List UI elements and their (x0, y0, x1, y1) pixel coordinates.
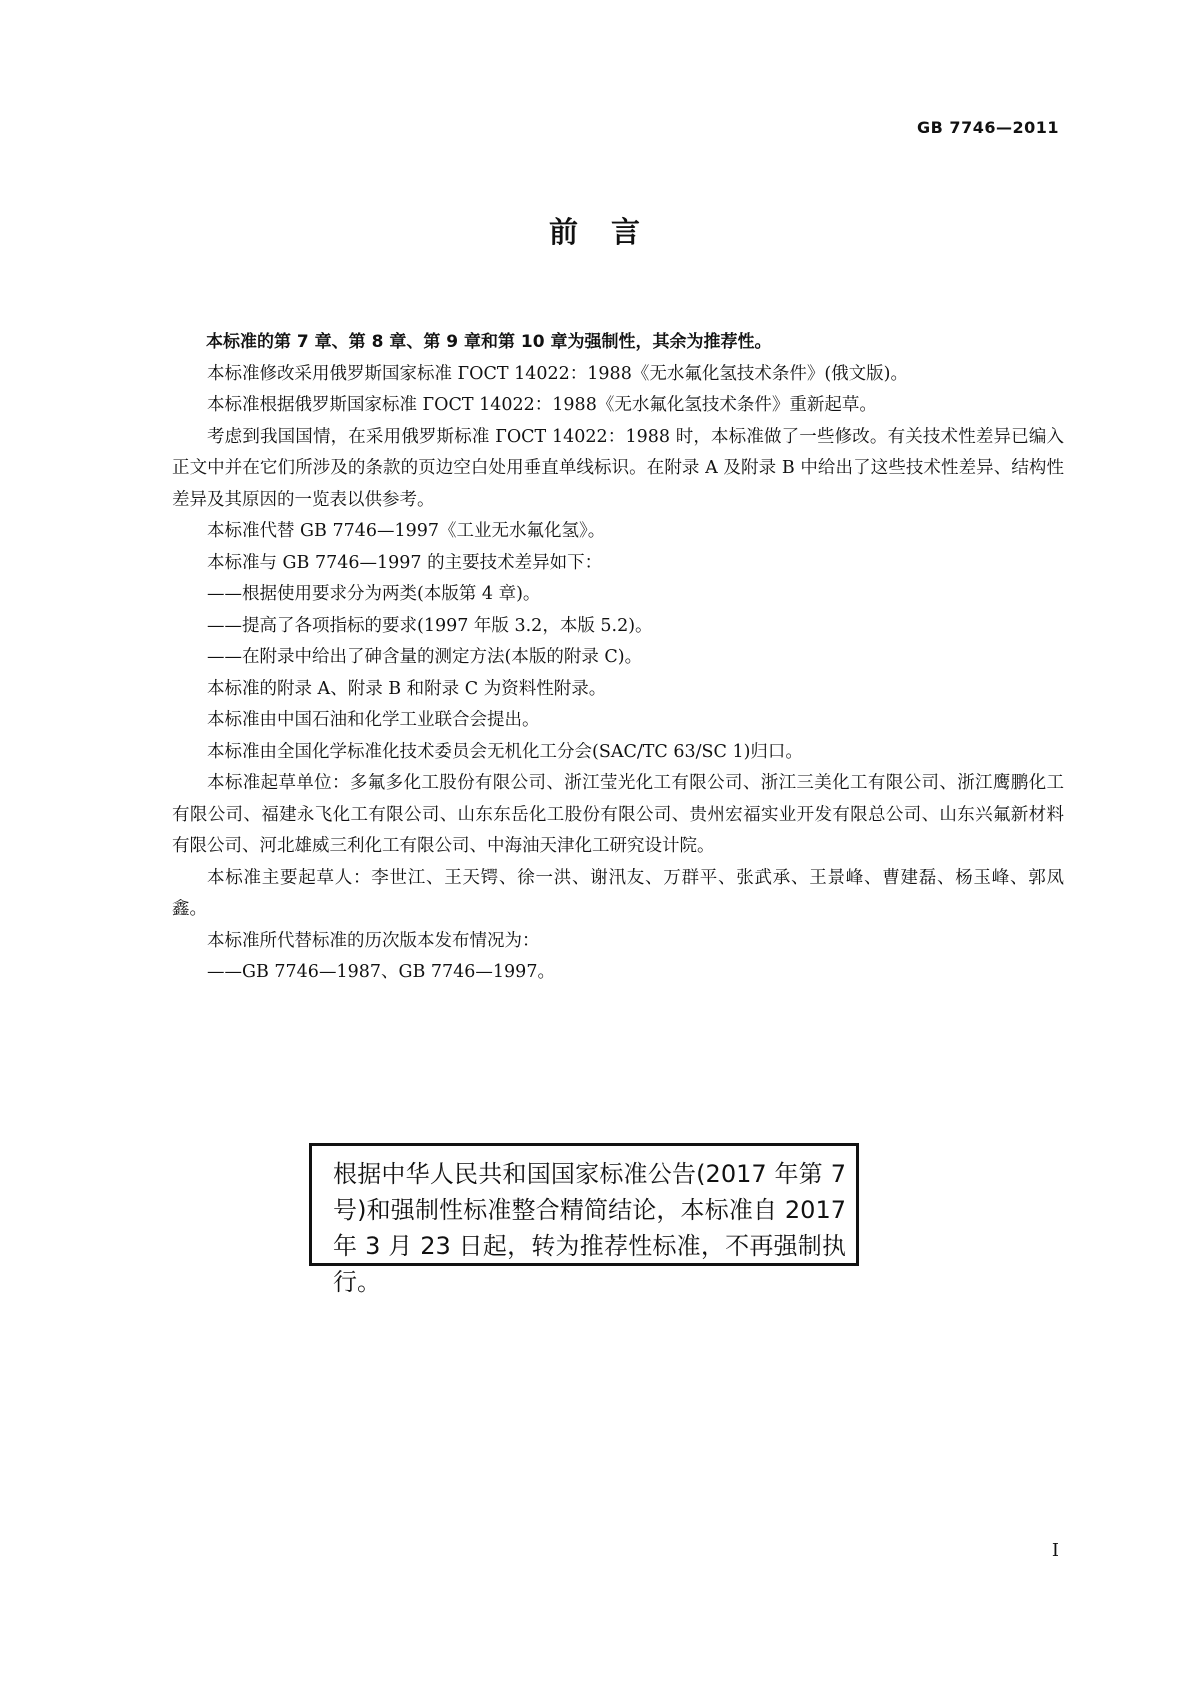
paragraph-replaces: 本标准代替 GB 7746—1997《工业无水氟化氢》。 (207, 521, 606, 541)
foreword-body (172, 327, 1064, 989)
notice-box: 根据中华人民共和国国家标准公告(2017 年第 7 号)和强制性标准整合精简结论，本标准自 2017 年 3 月 23 日起，转为推荐性标准，不再强制执行。 (309, 1143, 859, 1266)
paragraph-drafting-basis: 本标准根据俄罗斯国家标准 ГОСТ 14022：1988《无水氟化氢技术条件》重新起草。 (207, 395, 877, 415)
page-number: I (1051, 1540, 1059, 1561)
paragraph-proposed-by: 本标准由中国石油和化学工业联合会提出。 (207, 710, 540, 730)
paragraph-differences-intro: 本标准与 GB 7746—1997 的主要技术差异如下： (207, 552, 603, 573)
mandatory-statement: 本标准的第 7 章、第 8 章、第 9 章和第 10 章为强制性，其余为推荐性。 (206, 332, 772, 352)
paragraph-responsible-committee: 本标准由全国化学标准化技术委员会无机化工分会(SAC/TC 63/SC 1)归口。 (207, 741, 803, 762)
paragraph-modifications: 考虑到我国国情，在采用俄罗斯标准 ГОСТ 14022：1988 时，本标准做了一些修改。有关技术性差异已编入正文中并在它们所涉及的条款的页边空白处用垂直单线标识。在附录 A 及附录 B 中给出了这些技术性差异、结构性差异及其原因的一览表以供参考。 (172, 426, 1064, 510)
paragraph-annexes: 本标准的附录 A、附录 B 和附录 C 为资料性附录。 (207, 678, 607, 699)
difference-item: ——根据使用要求分为两类(本版第 4 章)。 (207, 584, 541, 604)
paragraph-drafters: 本标准主要起草人：李世江、王天锷、徐一洪、谢汛友、万群平、张武承、王景峰、曹建磊、杨玉峰、郭凤鑫。 (172, 867, 1064, 919)
previous-edition-item: ——GB 7746—1987、GB 7746—1997。 (207, 962, 555, 982)
paragraph-drafting-units: 本标准起草单位：多氟多化工股份有限公司、浙江莹光化工有限公司、浙江三美化工有限公司、浙江鹰鹏化工有限公司、福建永飞化工有限公司、山东东岳化工股份有限公司、贵州宏福实业开发有限总公司、山东兴氟新材料有限公司、河北雄威三利化工有限公司、中海油天津化工研究设计院。 (172, 773, 1064, 856)
difference-item: ——在附录中给出了砷含量的测定方法(本版的附录 C)。 (207, 647, 643, 667)
standard-code: GB 7746—2011 (917, 118, 1059, 137)
page-title: 前 言 (548, 215, 642, 249)
difference-item: ——提高了各项指标的要求(1997 年版 3.2，本版 5.2)。 (207, 615, 653, 636)
paragraph-adoption: 本标准修改采用俄罗斯国家标准 ГОСТ 14022：1988《无水氟化氢技术条件》(俄文版)。 (207, 363, 908, 384)
paragraph-previous-editions-intro: 本标准所代替标准的历次版本发布情况为： (207, 930, 540, 951)
